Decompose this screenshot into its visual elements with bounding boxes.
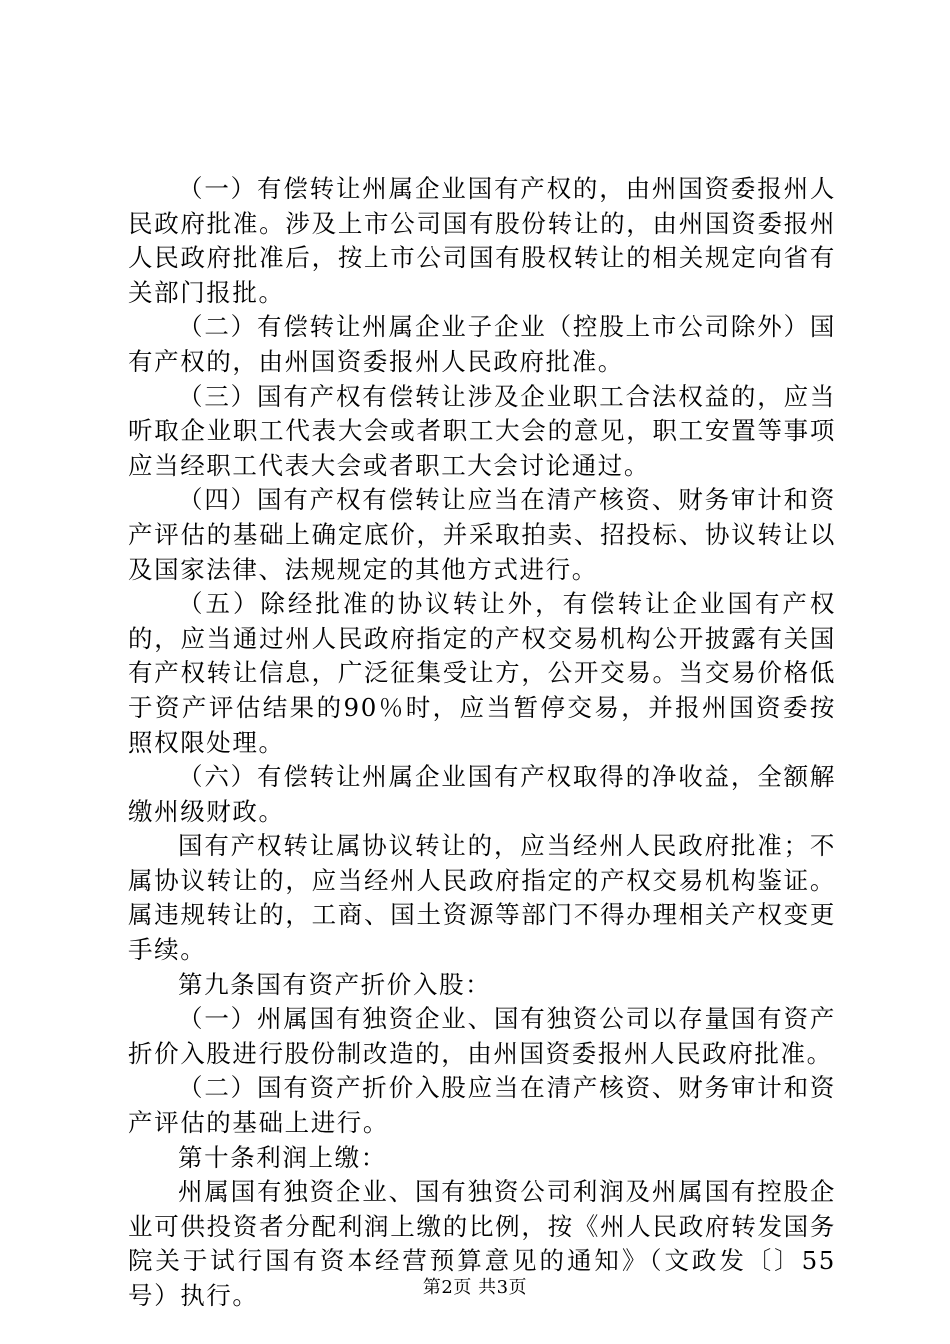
paragraph-1: （一）有偿转让州属企业国有产权的，由州国资委报州人民政府批准。涉及上市公司国有股份转让的，由州国资委报州人民政府批准后，按上市公司国有股权转让的相关规定向省有关部门报批。 [128,174,836,307]
article-9-heading: 第九条国有资产折价入股： [178,969,492,999]
paragraph-2: （二）有偿转让州属企业子企业（控股上市公司除外）国有产权的，由州国资委报州人民政府批准。 [128,312,836,376]
document-body [128,172,836,1314]
paragraph-10: （二）国有资产折价入股应当在清产核资、财务审计和资产评估的基础上进行。 [128,1073,836,1138]
paragraph-3: （三）国有产权有偿转让涉及企业职工合法权益的，应当听取企业职工代表大会或者职工大会的意见，职工安置等事项应当经职工代表大会或者职工大会讨论通过。 [128,381,836,480]
page-number-footer: 第2页 共3页 [422,1277,528,1298]
paragraph-12: 州属国有独资企业、国有独资公司利润及州属国有控股企业可供投资者分配利润上缴的比例，按《州人民政府转发国务院关于试行国有资本经营预算意见的通知》（文政发〔〕55号）执行。 [128,1177,836,1310]
paragraph-6: （六）有偿转让州属企业国有产权取得的净收益，全额解缴州级财政。 [128,762,836,826]
article-10-heading: 第十条利润上缴： [178,1142,387,1172]
paragraph-5: （五）除经批准的协议转让外，有偿转让企业国有产权的，应当通过州人民政府指定的产权交易机构公开披露有关国有产权转让信息，广泛征集受让方，公开交易。当交易价格低于资产评估结果的90％时，应当暂停交易，并报州国资委按照权限处理。 [128,589,836,757]
paragraph-4: （四）国有产权有偿转让应当在清产核资、财务审计和资产评估的基础上确定底价，并采取拍卖、招投标、协议转让以及国家法律、法规规定的其他方式进行。 [128,485,836,584]
paragraph-9: （一）州属国有独资企业、国有独资公司以存量国有资产折价入股进行股份制改造的，由州国资委报州人民政府批准。 [128,1004,836,1068]
paragraph-7: 国有产权转让属协议转让的，应当经州人民政府批准；不属协议转让的，应当经州人民政府指定的产权交易机构鉴证。属违规转让的，工商、国土资源等部门不得办理相关产权变更手续。 [128,831,836,965]
